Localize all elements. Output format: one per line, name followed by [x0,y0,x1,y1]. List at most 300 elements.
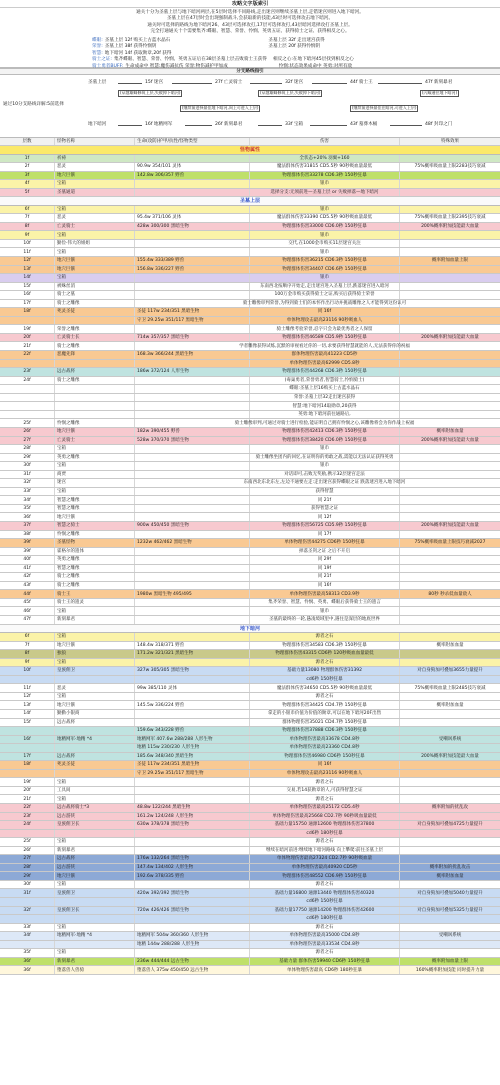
cell-monster: 宝箱 [55,274,135,282]
cell-damage: 物理群体伤害48552 CD6.9秒 150秒狂暴 [250,872,400,880]
cell-stats: 155.4w 333/389 野兽 [135,257,250,265]
cell-stats: 圣徒 117w 234/351 黑暗生物 [135,308,250,316]
cell-stats [135,231,250,239]
cell-effect: 对自身狗加可叠加4725力量提升 [417,822,483,828]
cell-monster: 宝箱 [55,659,135,667]
table-row [0,830,500,839]
cell-stats [135,291,250,299]
cell-effect [400,633,500,641]
route-connector [185,125,212,126]
cell-stats [135,710,250,718]
cell-floor: 7f [0,642,55,650]
cell-floor: 29f [0,872,55,880]
table-row [0,163,500,172]
table-row [0,317,500,326]
cell-floor [0,385,55,393]
cell-floor [0,770,55,778]
cell-stats: 159.6w 343/228 野兽 [135,727,250,735]
cell-stats: 714w 357/357 黑暗生物 [135,334,250,342]
cell-floor: 16f [0,736,55,744]
cell-damage: 银币 [250,274,400,282]
cell-damage: 同 21f [250,496,400,504]
cell-stats [135,548,250,556]
cell-monster [55,385,135,393]
cell-floor: 32f [0,479,55,487]
cell-damage: 基础力量17750 通源14200 物理群体伤害42600 [250,907,400,915]
cell-floor: 20f [0,787,55,795]
section-band: 地下暗河 [0,625,500,634]
intro-panel [0,8,500,68]
cell-monster [55,394,135,402]
cell-effect: 75%概率吸血量上限2485技巧衰减 [414,685,486,691]
cell-floor [0,915,55,923]
cell-damage: 基础力量 群体伤害59940 CD6秒 150秒狂暴 [250,958,400,966]
cell-monster: 地精网军·地精 *4 [55,736,135,744]
cell-damage: 单体物理伤害最高33678 CD4.8秒 [250,736,400,744]
cell-effect [400,231,500,239]
cell-stats: 地精网军 407.6w 288/288 人形生物 [135,736,250,744]
cell-stats [135,300,250,308]
cell-damage: 银币 [250,231,400,239]
cell-damage: 同 16f [250,308,400,316]
cell-monster [55,830,135,838]
cell-effect [400,855,500,863]
table-row [0,607,500,616]
cell-stats [135,659,250,667]
cell-effect [400,411,500,419]
cell-damage: 选择分支:无须前进—圣墓上层 or 失败掉落—地下暗河 [250,189,400,197]
cell-damage: 交代,在1000金币购买11层迷宫关注 [250,240,400,248]
table-row [0,847,500,856]
cell-floor: 31f [0,471,55,479]
table-row [0,949,500,958]
cell-stats: 142.8w 306/357 野兽 [135,172,250,180]
cell-monster: 地精网军·地精 *4 [55,932,135,940]
cell-floor: 40f [0,556,55,564]
cell-floor: 28f [0,864,55,872]
cell-damage: 银币 [250,206,400,214]
table-row [0,616,500,625]
cell-monster: 远古游侠 [55,813,135,821]
cell-floor: 30f [0,462,55,470]
cell-effect [400,616,500,624]
cell-effect [400,548,500,556]
cell-stats: 圣徒 117w 234/351 黑暗生物 [135,761,250,769]
table-row [0,266,500,275]
cell-damage: 银币 [250,607,400,615]
cell-monster: 工具间 [55,787,135,795]
cell-damage: 源者之石 [250,795,400,803]
cell-effect: 概率附加血量 [436,702,464,708]
cell-effect [400,317,500,325]
table-row [0,804,500,813]
cell-stats: 428w 300/300 黑暗生物 [135,223,250,231]
table-row [0,342,500,351]
cell-stats: 95.4w 371/106 灵体 [135,214,250,222]
cell-damage: 集齐荣誉、智慧、怜悯、英勇、蝶眼后获得骑士王的遗言 [250,599,400,607]
table-row [0,932,500,941]
cell-monster [55,744,135,752]
cell-stats [135,155,250,163]
cell-floor: 41f [0,565,55,573]
cell-effect [400,941,500,949]
route-node: 地下暗河 [88,122,107,127]
cell-damage: 物理群体伤害34583 CD6.3秒 150秒狂暴 [250,642,400,650]
cell-monster: 祈祷 [55,155,135,163]
route-lead: 通过10分支路线详解:5前选择 [3,102,64,107]
cell-floor: 2f [0,163,55,171]
cell-effect [400,189,500,197]
cell-stats: 161.2w 124/248 人形生物 [135,813,250,821]
table-row [0,291,500,300]
cell-floor [0,411,55,419]
cell-effect: 200%概率附加技能最大血量 [421,335,479,341]
cell-floor: 45f [0,599,55,607]
cell-floor: 8f [0,650,55,658]
cell-monster: 新刻暴君 [55,847,135,855]
table-row [0,240,500,249]
table-row [0,206,500,215]
cell-damage: 获得智慧 [250,488,400,496]
cell-effect [400,582,500,590]
table-row [0,180,500,189]
cell-damage: 魔法群体伤害31815 CD5.5秒 90秒吸血量最低 [250,163,400,171]
table-row [0,172,500,181]
cell-damage: 银币 [250,462,400,470]
cell-stats [135,394,250,402]
cell-stats [135,488,250,496]
cell-stats: 420w 392/392 黑暗生物 [135,889,250,897]
cell-stats: 145.5w 336/224 野兽 [135,701,250,709]
cell-monster: 宝箱 [55,488,135,496]
cell-monster: 皇族佣卫长 [55,821,135,829]
cell-stats [135,513,250,521]
table-row [0,189,500,198]
cell-floor: 8f [0,223,55,231]
cell-damage: 单体物理攻击最高23116 90秒吸血人 [250,317,400,325]
cell-effect [400,556,500,564]
cell-floor [0,402,55,410]
cell-damage: 源者之石 [250,778,400,786]
cell-stats: 48.8w 122/244 黑暗生物 [135,804,250,812]
cell-floor: 31f [0,889,55,897]
cell-monster: 被蛛丝消 [55,283,135,291]
route-node: 33f 宝箱 [285,122,304,127]
cell-damage: 银币 [250,445,400,453]
table-row [0,471,500,480]
cell-floor: 27f [0,855,55,863]
table-row [0,659,500,668]
cell-damage: 物理群体伤害34425 CD4.7秒 150秒狂暴 [250,701,400,709]
table-row [0,548,500,557]
cell-effect: 概率附加血量上限 [432,959,468,964]
route-note: (穿越雄蛛修筑上层,失败掉下暗河) [260,90,321,95]
cell-damage: 源者之石 [250,924,400,932]
table-row [0,821,500,830]
cell-stats [135,342,250,350]
cell-stats [135,573,250,581]
cell-monster: 恶灵 [55,163,135,171]
intro-line: 通关十分为圣墓上层与地下暗河两层,在5层时选择不同路线,走出迷宫则继续圣墓上层,走错迷宫则进入地下暗河。 [136,10,364,15]
cell-stats [135,633,250,641]
table-row [0,590,500,599]
table-row [0,257,500,266]
cell-floor: 12f [0,257,55,265]
cell-monster: 霍格尔的遗体 [55,548,135,556]
route-node: 26f 新刻暴君 [215,122,243,127]
cell-stats [135,719,250,727]
cell-damage: 魔法群体伤害34650 CD5.5秒 90秒吸血量最低 [250,684,400,692]
route-node: 43f 墓葬木桶 [350,122,378,127]
cell-effect [400,573,500,581]
cell-floor: 28f [0,445,55,453]
cell-floor: 17f [0,300,55,308]
cell-stats [135,505,250,513]
cell-effect [400,838,500,846]
cell-damage: 同 16f [250,761,400,769]
table-row [0,360,500,369]
cell-effect [400,813,500,821]
cell-monster: 远古战将 [55,855,135,863]
cell-monster [55,402,135,410]
cell-effect [400,248,500,256]
table-row [0,924,500,933]
table-row [0,889,500,898]
cell-monster: 地穴巨骸 [55,701,135,709]
cell-floor: 11f [0,248,55,256]
cell-monster: 骑士之雕像 [55,582,135,590]
col-header-stats: 生命(攻防)护甲/抗性/怪物类型 [135,138,250,145]
cell-damage: (毒巢勇者,荣誉勇者,智慧骑士,怜悯骑士) [250,377,400,385]
cell-floor: 25f [0,419,55,427]
cell-effect: 概率附加血量上限 [432,258,468,264]
cell-monster: 宝箱 [55,180,135,188]
cell-damage: 单体物理伤害44275 CD6秒 150秒狂暴 [250,539,400,547]
cell-monster: 智慧之雕像 [55,565,135,573]
cell-effect [400,172,500,180]
cell-damage: 单体物理伤害最高25668 CD2.7秒 90秒吸血量最低 [250,813,400,821]
cell-effect [400,385,500,393]
table-row [0,513,500,522]
table-row [0,437,500,446]
cell-floor: 24f [0,821,55,829]
cell-monster: 骑士之雕像 [55,377,135,385]
cell-monster [55,676,135,684]
route-section-title: 分支路线指引 [0,68,500,75]
cell-monster: 皇族佣卫 [55,889,135,897]
cell-floor: 35f [0,949,55,957]
route-connector [172,83,212,84]
cell-floor: 44f [0,590,55,598]
table-row [0,915,500,924]
cell-damage: 源者之石 [250,659,400,667]
table-row [0,419,500,428]
cell-effect [400,308,500,316]
cell-floor: 26f [0,847,55,855]
cell-floor: 12f [0,693,55,701]
cell-damage: 源者之石 [250,949,400,957]
cell-effect [400,778,500,786]
cell-effect [400,565,500,573]
cell-monster: 地穴巨骸 [55,642,135,650]
cell-floor: 25f [0,838,55,846]
cell-effect [400,368,500,376]
table-row [0,753,500,762]
table-row [0,941,500,950]
cell-monster: 皇族佣卫 [55,667,135,675]
cell-effect: 概率附加血量 [436,873,464,879]
cell-floor [0,360,55,368]
table-row [0,334,500,343]
cell-floor: 37f [0,522,55,530]
cell-damage: 物理群体伤害46980 CD6秒 150秒狂暴 [250,753,400,761]
cell-effect [400,445,500,453]
cell-damage: 源者之石 [250,838,400,846]
cell-floor [0,676,55,684]
route-note: (穿越雄蛛修筑上层,失败掉下暗河) [120,90,181,95]
cell-damage: 源者之石 [250,693,400,701]
cell-floor: 23f [0,368,55,376]
cell-floor: 14f [0,710,55,718]
route-connector [258,125,282,126]
cell-effect: 概率附加血量 [436,429,464,435]
cell-damage: 掉落圣剑之证 之后不开启 [250,548,400,556]
cell-monster [55,317,135,325]
cell-effect: 对自身狗加可叠加3655力量提升 [417,668,483,674]
cell-floor: 1f [0,155,55,163]
cell-stats [135,462,250,470]
cell-damage: 单体物理伤害最高62999 CD5.8秒 [250,360,400,368]
cell-stats [135,676,250,684]
cell-stats [135,795,250,803]
cell-floor: 42f [0,573,55,581]
route-node: 48f 封印之门 [425,122,453,127]
cell-monster: 智慧之雕像 [55,505,135,513]
legend-row: 荣誉: 圣墓上层 38f 获得怜悯钥 圣墓上层 20f 获得怜悯钥 [92,44,321,50]
route-connector [310,125,347,126]
cell-stats [135,787,250,795]
table-row [0,300,500,309]
cell-floor: 24f [0,377,55,385]
cell-effect [400,795,500,803]
cell-monster: 死灵圣徒 [55,761,135,769]
cell-damage: 单体物理伤害最高23360 CD4.8秒 [250,744,400,752]
table-row [0,428,500,437]
table-row [0,556,500,565]
cell-damage: 同 17f [250,531,400,539]
route-connector [378,83,422,84]
cell-damage: 荣誉:圣墓上层32走出迷宫获得 [250,394,400,402]
cell-effect [400,898,500,906]
cell-floor: 38f [0,531,55,539]
cell-floor: 26f [0,428,55,436]
cell-stats [135,377,250,385]
cell-monster: 远古战将 [55,719,135,727]
cell-monster: 独狼 [55,650,135,658]
cell-floor: 13f [0,701,55,709]
cell-stats [135,582,250,590]
cell-monster [55,727,135,735]
route-connector [118,83,142,84]
table-row [0,838,500,847]
cell-stats [135,881,250,889]
cell-damage: 群体物理伤害35021 CD4.7秒 150秒狂暴 [250,719,400,727]
route-node: 15f 迷宫 [145,80,164,85]
table-row [0,248,500,257]
table-row [0,565,500,574]
table-row [0,582,500,591]
cell-effect [400,881,500,889]
cell-floor: 20f [0,334,55,342]
cell-stats: 1980w 黑暗生物 495/495 [135,590,250,598]
cell-effect: 受嘲讽系统 [438,933,462,939]
cell-damage: 同 29f [250,556,400,564]
cell-floor: 19f [0,325,55,333]
cell-monster: 宝箱 [55,838,135,846]
table-row [0,573,500,582]
cell-effect [400,830,500,838]
cell-floor: 18f [0,761,55,769]
legend-row: 蝶眼: 圣墓上层 12f 购买上古蓝水晶石 圣墓上层 32f 走出迷宫获得 [92,38,325,43]
table-row [0,727,500,736]
cell-floor: 36f [0,958,55,966]
route-connector [118,125,142,126]
table-row [0,394,500,403]
cell-monster: 宝箱 [55,795,135,803]
cell-effect [400,351,500,359]
cell-floor: 10f [0,240,55,248]
cell-effect [400,719,500,727]
cell-effect [400,266,500,274]
cell-stats [135,471,250,479]
cell-effect [400,377,500,385]
cell-monster [55,898,135,906]
route-connector [250,83,282,84]
route-node: 16f 地精网军 [145,122,173,127]
cell-floor: 47f [0,616,55,624]
cell-damage: 物理群体伤害43315 CD6秒 120秒吸血血量最低 [250,650,400,658]
cell-effect [400,650,500,658]
cell-damage: 物理群体伤害34407 CD6.6秒 150秒狂暴 [250,266,400,274]
table-row [0,599,500,608]
cell-damage: 基础力量16800 通源13440 物理群体伤害40320 [250,889,400,897]
col-header-damage: 伤害 [250,138,400,145]
route-node: 44f 骑士王 [350,80,373,85]
table-row [0,633,500,642]
cell-floor [0,941,55,949]
table-row [0,855,500,864]
cell-stats: 地精网军 504w 360/360 人形生物 [135,932,250,940]
table-row [0,531,500,540]
cell-monster: 迷宫 [55,479,135,487]
cell-floor: 46f [0,607,55,615]
cell-monster: 圣墓通道 [55,189,135,197]
cell-floor: 13f [0,266,55,274]
intro-line: 圣墓上层在47层时会出现强制战斗,会获取新的技能,43层时可选择攻击地下暗河。 [166,16,334,22]
cell-stats: 327w 305/305 黑暗生物 [135,667,250,675]
cell-effect [400,676,500,684]
cell-damage: 物理群体伤害36215 CD6.3秒 150秒狂暴 [250,257,400,265]
cell-monster: 宝箱 [55,607,135,615]
cell-effect [400,462,500,470]
cell-stats [135,924,250,932]
cell-effect [400,949,500,957]
table-row [0,761,500,770]
table-row [0,522,500,531]
cell-stats [135,898,250,906]
table-row [0,231,500,240]
cell-stats: 236w 444/444 远古生物 [135,958,250,966]
